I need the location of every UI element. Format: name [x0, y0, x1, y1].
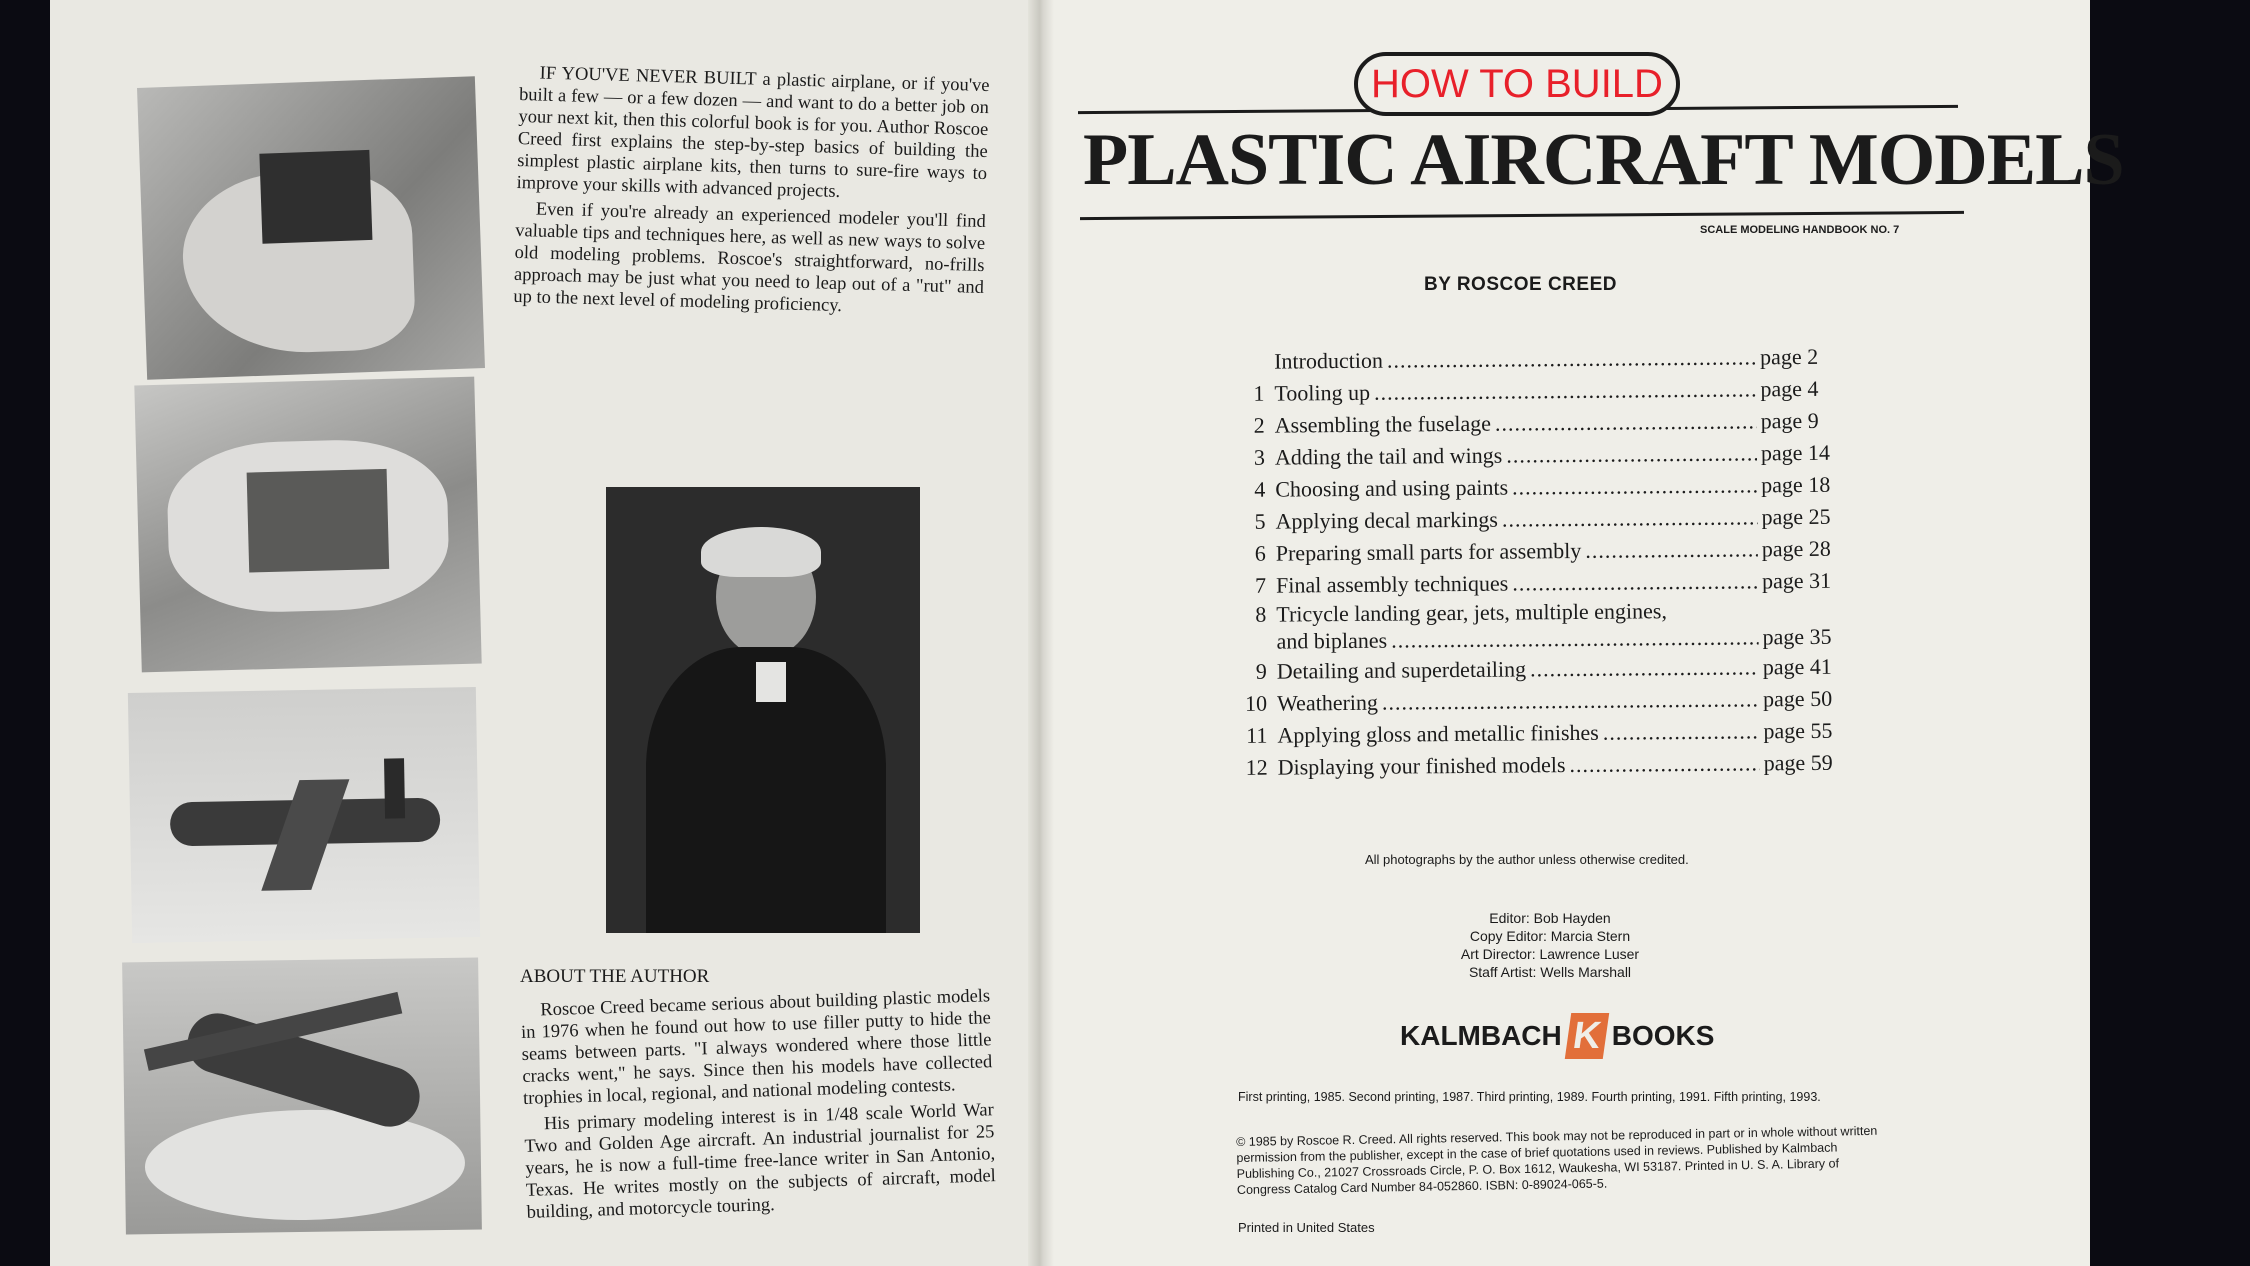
toc-page: page 35 — [1762, 623, 1832, 650]
toc-page: page 9 — [1760, 407, 1819, 434]
toc-title: Assembling the fuselage — [1274, 410, 1492, 438]
toc-item[interactable] — [1233, 651, 1853, 688]
toc-title: Detailing and superdetailing — [1276, 656, 1527, 684]
toc-title: Tooling up — [1274, 379, 1371, 406]
toc-title: Applying gloss and metallic finishes — [1277, 719, 1599, 748]
toc-item[interactable] — [1231, 469, 1851, 506]
book-title: PLASTIC AIRCRAFT MODELS — [1083, 119, 2124, 201]
toc-title: Introduction — [1274, 347, 1384, 374]
photo-credit: All photographs by the author unless otherwise credited. — [1365, 852, 1689, 867]
toc-number: 1 — [1253, 380, 1265, 406]
toc-leader — [1502, 501, 1758, 535]
photo-painting-cockpit — [137, 76, 485, 380]
toc-number: 11 — [1246, 722, 1268, 748]
table-of-contents — [1230, 341, 1854, 784]
toc-title: Weathering — [1277, 689, 1379, 716]
toc-page: page 50 — [1762, 685, 1833, 712]
toc-page: page 25 — [1761, 503, 1831, 530]
staff-line: Copy Editor: Marcia Stern — [1469, 928, 1631, 944]
toc-item[interactable] — [1232, 597, 1852, 656]
printed-in: Printed in United States — [1238, 1220, 1375, 1235]
toc-item[interactable] — [1231, 405, 1851, 442]
staff-line: Staff Artist: Wells Marshall — [1468, 964, 1632, 980]
toc-leader — [1495, 405, 1757, 439]
toc-page: page 18 — [1761, 471, 1831, 498]
toc-item[interactable] — [1232, 565, 1852, 602]
about-author-heading: ABOUT THE AUTHOR — [520, 966, 710, 987]
toc-number: 2 — [1253, 412, 1265, 438]
about-paragraph: Roscoe Creed became serious about building plastic models in 1976 when he found out how to use filler putty to hide the seams between parts. "I always wondered where those little cracks went," he says. Since then his models have collected trophies in local, regional, and national modeling contests. — [520, 986, 993, 1109]
kalmbach-k-logo-icon: K — [1565, 1013, 1609, 1059]
about-paragraph: His primary modeling interest is in 1/48 scale World War Two and Golden Age aircraft. An industrial journalist for 25 years, he is now a full-time free-lance writer in San Antonio, Texas. He writes mostly on the subjects of aircraft, model building, and motorcycle touring. — [524, 1100, 997, 1223]
series-label: SCALE MODELING HANDBOOK NO. 7 — [1700, 224, 1900, 236]
toc-page: page 59 — [1763, 749, 1833, 776]
toc-item[interactable] — [1234, 747, 1854, 784]
toc-page: page 31 — [1761, 567, 1832, 594]
staff-credits — [1440, 909, 1660, 981]
about-author-text — [520, 985, 997, 1228]
photo-assembling-fuselage — [134, 377, 481, 673]
toc-leader — [1387, 341, 1756, 376]
toc-number: 12 — [1245, 754, 1268, 780]
toc-title-continued: and biplanes — [1276, 627, 1388, 654]
toc-leader — [1512, 469, 1757, 503]
toc-leader — [1569, 747, 1759, 781]
toc-leader — [1512, 565, 1758, 599]
toc-leader — [1530, 651, 1759, 685]
toc-number: 4 — [1254, 476, 1266, 502]
staff-line: Art Director: Lawrence Luser — [1460, 946, 1640, 962]
toc-item[interactable] — [1233, 683, 1853, 720]
toc-title: Final assembly techniques — [1275, 570, 1509, 598]
toc-leader — [1585, 533, 1758, 567]
toc-page: page 55 — [1763, 717, 1833, 744]
toc-page: page 28 — [1761, 535, 1831, 562]
toc-page: page 4 — [1760, 375, 1819, 402]
author-byline: BY ROSCOE CREED — [1424, 274, 1617, 295]
copyright-notice: © 1985 by Roscoe R. Creed. All rights reserved. This book may not be reproduced in part or in whole without written permission from the publisher, except in the case of brief quotations used in reviews. Published by Kalmbach Publishing Co., 21027 Crossroads Circle, P. O. Box 1612, Waukesha, WI 53187. Printed in U. S. A. Library of Congress Catalog Card Number 84-052860. ISBN: 0-89024-065-5. — [1236, 1123, 1878, 1197]
toc-number: 7 — [1254, 572, 1267, 598]
toc-leader — [1374, 373, 1757, 408]
toc-page: page 14 — [1760, 439, 1831, 466]
toc-title: Choosing and using paints — [1275, 474, 1509, 502]
intro-paragraph: IF YOU'VE NEVER BUILT a plastic airplane, or if you've built a few — or a few dozen — and want to do a better job on your next kit, then this colorful book is for you. Author Roscoe Creed first explains the step-by-step basics of building the simplest plastic airplane kits, then turns to sure-fire ways to improve your skills with advanced projects. — [516, 63, 990, 202]
toc-number: 8 — [1255, 601, 1267, 627]
how-to-build-badge: HOW TO BUILD — [1354, 52, 1680, 116]
intro-text — [513, 62, 990, 325]
toc-title: Adding the tail and wings — [1274, 442, 1503, 470]
toc-title: Tricycle landing gear, jets, multiple engines, — [1276, 598, 1667, 627]
publisher-name: KALMBACH — [1400, 1020, 1562, 1051]
toc-title: Displaying your finished models — [1277, 752, 1566, 780]
intro-paragraph: Even if you're already an experienced modeler you'll find valuable tips and techniques here, as well as new ways to solve old modeling problems. Roscoe's straightforward, no-frills approach may be just what you need to leap out of a "rut" and up to the next level of modeling proficiency. — [513, 199, 986, 317]
toc-title: Preparing small parts for assembly — [1275, 537, 1582, 566]
toc-number: 3 — [1253, 444, 1266, 470]
toc-leader — [1391, 623, 1759, 654]
publisher-books: BOOKS — [1611, 1020, 1715, 1051]
printing-history: First printing, 1985. Second printing, 1987. Third printing, 1989. Fourth printing, 1991. Fifth printing, 1993. — [1238, 1090, 1821, 1104]
photo-bomber-model — [122, 958, 482, 1235]
toc-number: 10 — [1245, 690, 1268, 716]
toc-leader — [1603, 715, 1760, 748]
toc-number: 5 — [1254, 508, 1266, 534]
author-portrait — [606, 487, 920, 933]
photo-jet-model — [128, 687, 480, 943]
toc-item[interactable] — [1231, 437, 1851, 474]
publisher-logo — [1400, 1013, 1714, 1059]
toc-leader — [1382, 683, 1759, 718]
toc-item[interactable] — [1230, 373, 1850, 410]
toc-number: 9 — [1255, 658, 1267, 684]
toc-item[interactable] — [1232, 533, 1852, 570]
toc-item[interactable] — [1230, 341, 1850, 378]
toc-leader — [1506, 437, 1757, 471]
toc-title: Applying decal markings — [1275, 506, 1499, 534]
toc-page: page 41 — [1762, 653, 1832, 680]
staff-line: Editor: Bob Hayden — [1489, 910, 1611, 926]
toc-number: 6 — [1254, 540, 1266, 566]
toc-page: page 2 — [1760, 343, 1819, 370]
toc-item[interactable] — [1233, 715, 1853, 752]
book-spine — [1028, 0, 1054, 1266]
toc-item[interactable] — [1231, 501, 1851, 538]
